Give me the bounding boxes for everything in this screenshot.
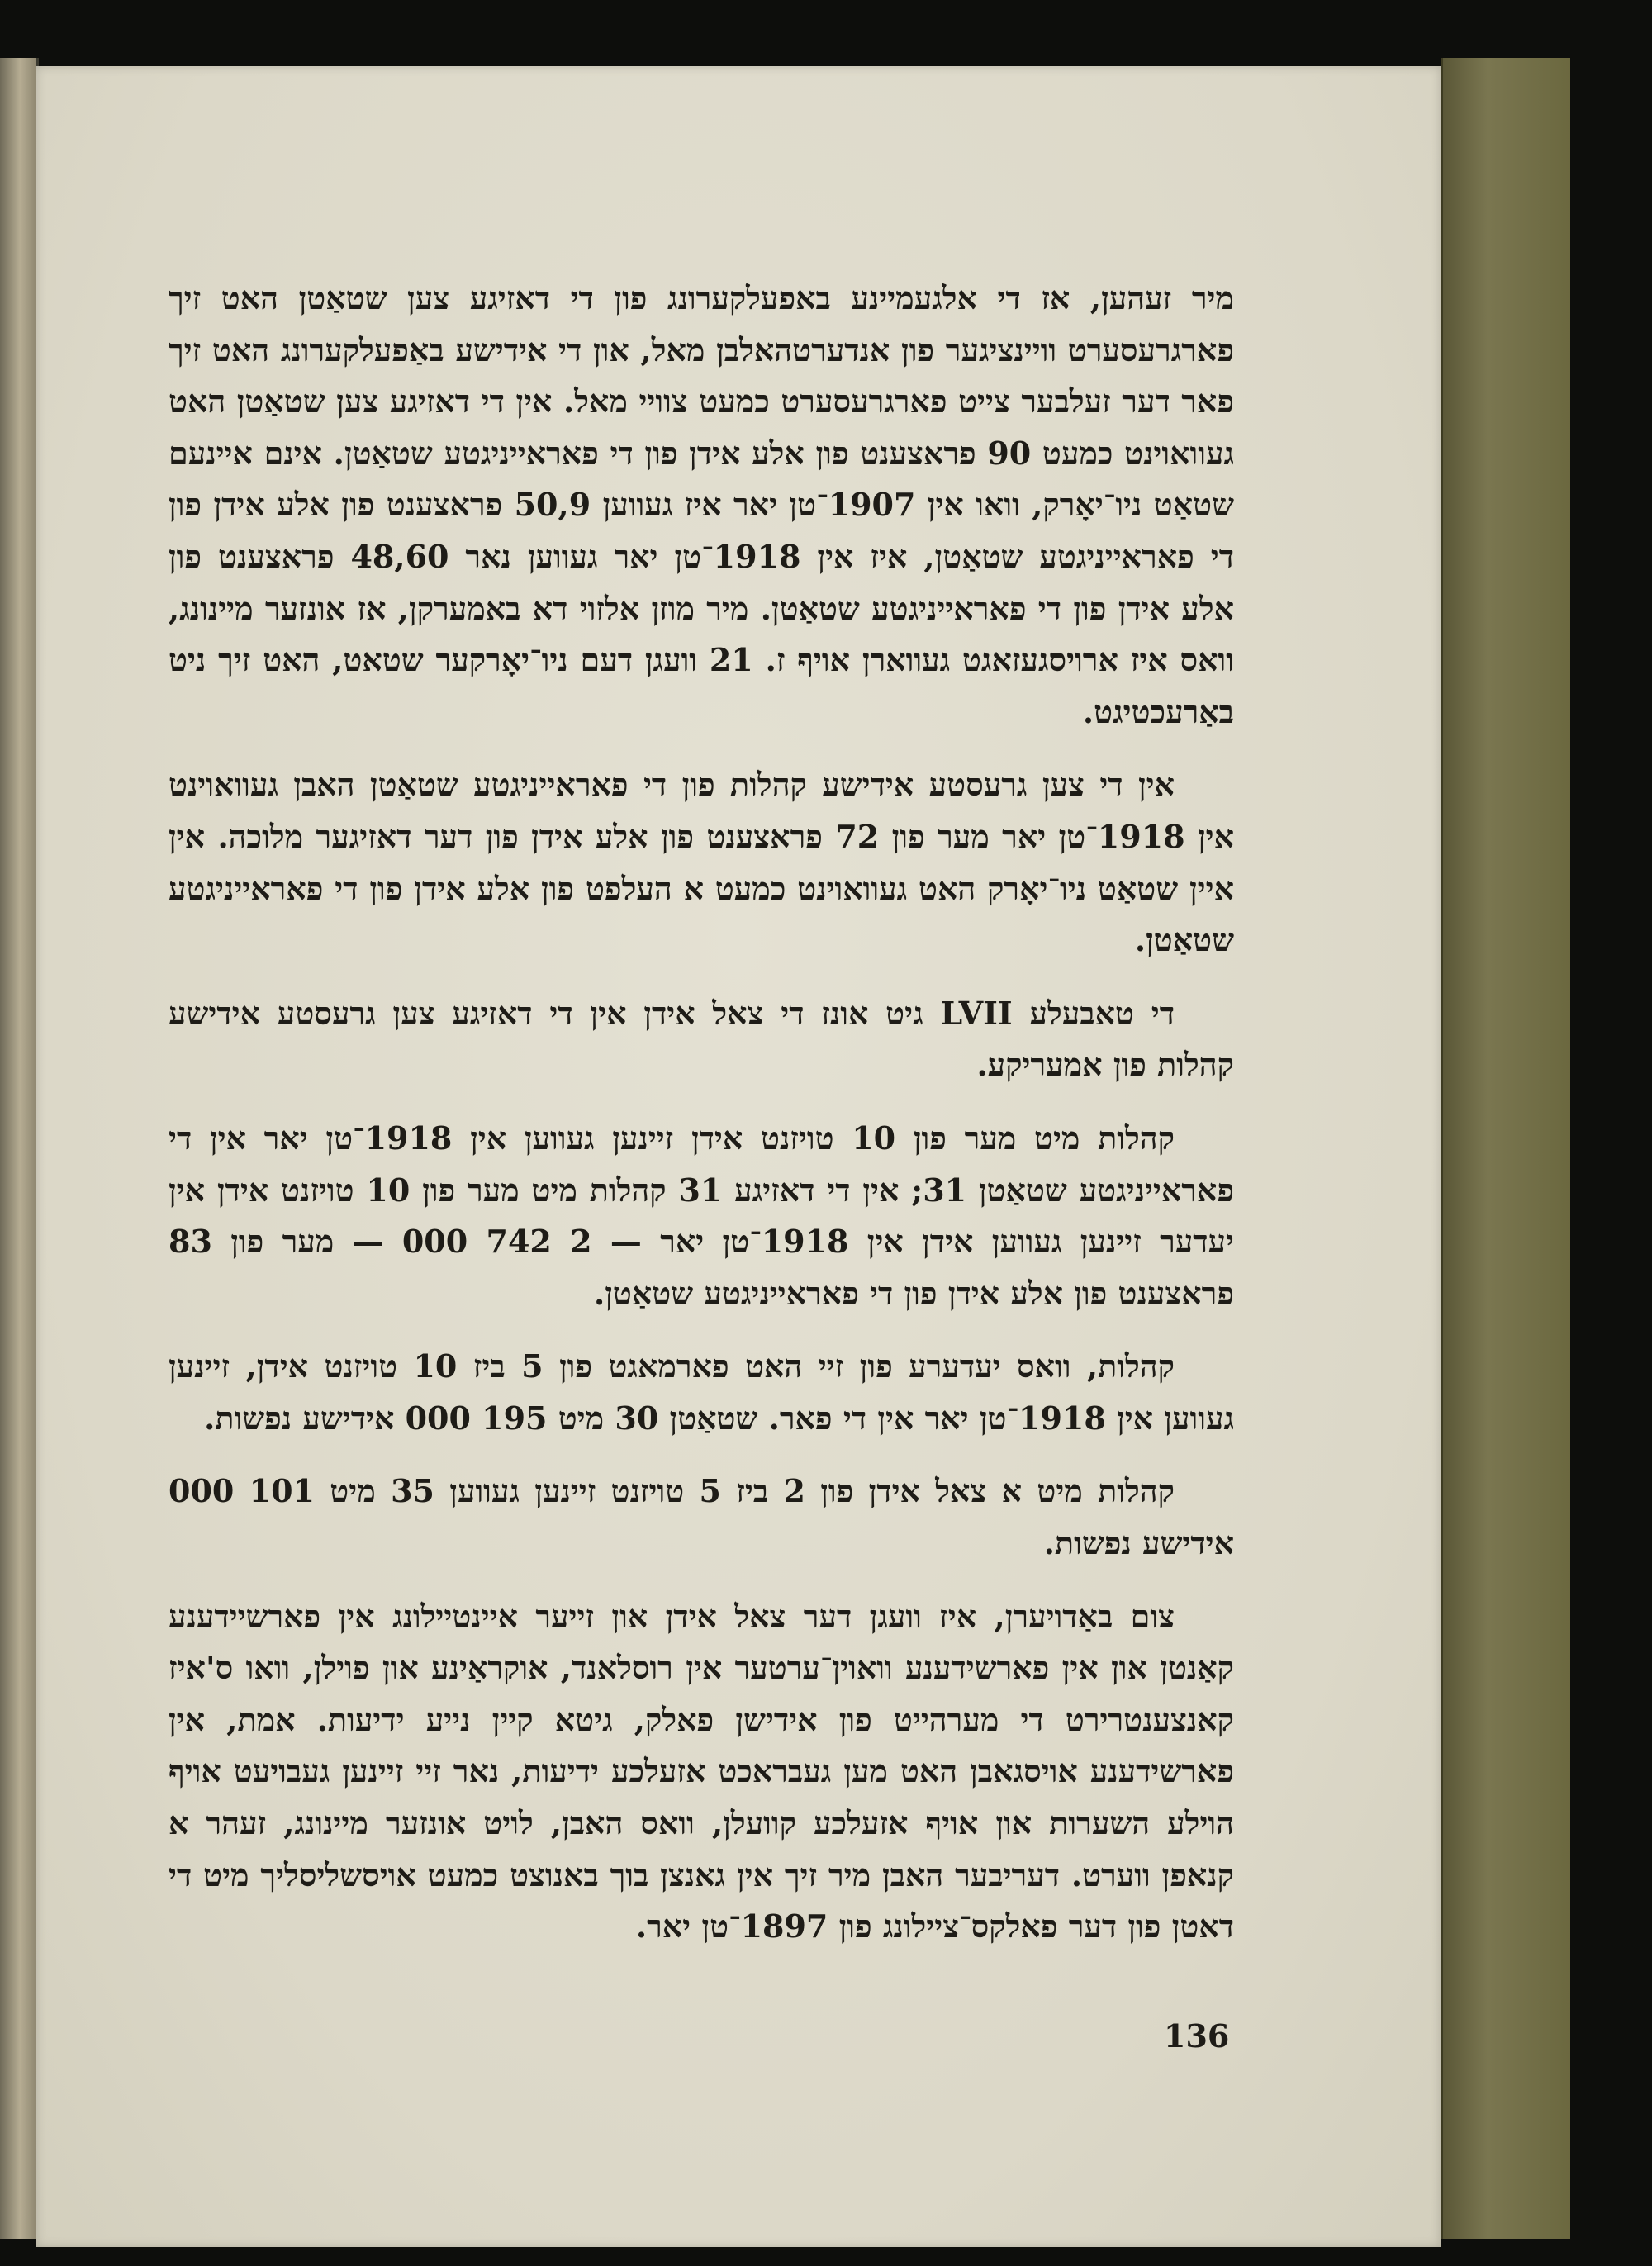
- body-text: [169, 273, 1234, 1974]
- paragraph-3: די טאבעלע LVII גיט אונז די צאל אידן אין די דאזיגע צען גרעסטע אידישע קהלות פון אמעריקע.: [169, 994, 1234, 1084]
- paragraph-6: קהלות מיט א צאל אידן פון 2 ביז 5 טויזנט זיינען געווען 35 מיט 101 000 אידישע נפשות.: [169, 1472, 1234, 1562]
- previous-page-edge: [0, 58, 39, 2239]
- page-number: 136: [1164, 2017, 1230, 2055]
- paragraph-1: מיר זעהען, אז די אלגעמיינע באפעלקערונג פון די דאזיגע צען שטאַטן האט זיך פארגרעסערט וויינציגער פון אנדערטהאלבן מאל, און די אידישע באַפעלקערונג האט זיך פאר דער זעלבער צייט פארגרעסערט כמעט צוויי מאל. אין די דאזיגע צען שטאַטן האט געוואוינט כמעט 90 פראצענט פון אלע אידן פון די פאראייניגטע שטאַטן. אינם איינעם שטאַט ניו־יאָרק, וואו אין 1907־טן יאר איז געווען 50,9 פראצענט פון אלע אידן פון די פאראייניגטע שטאַטן, איז אין 1918־טן יאר געווען נאר 48,60 פראצענט פון אלע אידן פון די פאראייניגטע שטאַטן. מיר מוזן אלזוי דא באמערקן, אז אונזער מיינונג, וואס איז ארויסגעזאגט געווארן אויף ז. 21 וועגן דעם ניו־יאָרקער שטאט, האט זיך ניט באַרעכטיגט.: [169, 279, 1235, 730]
- paragraph-4: קהלות מיט מער פון 10 טויזנט אידן זיינען געווען אין 1918־טן יאר אין די פאראייניגטע שטאַטן 31; אין די דאזיגע 31 קהלות מיט מער פון 10 טויזנט אידן אין יעדער זיינען געווען אידן אין 1918־טן יאר — 2 742 000 — מער פון 83 פראצענט פון אלע אידן פון די פאראייניגטע שטאַטן.: [169, 1119, 1235, 1312]
- book-page-edges: [1441, 58, 1570, 2239]
- paragraph-2: אין די צען גרעסטע אידישע קהלות פון די פאראייניגטע שטאַטן האבן געוואוינט אין 1918־טן יאר מער פון 72 פראצענט פון אלע אידן פון דער דאזיגער מלוכה. אין איין שטאַט ניו־יאָרק האט געוואוינט כמעט א העלפט פון אלע אידן פון די פאראייניגטע שטאַטן.: [169, 766, 1234, 959]
- paragraph-5: קהלות, וואס יעדערע פון זיי האט פארמאגט פון 5 ביז 10 טויזנט אידן, זיינען געווען אין 1918־טן יאר אין די פאר. שטאַטן 30 מיט 195 000 אידישע נפשות.: [169, 1347, 1234, 1437]
- paragraph-7: צום באַדויערן, איז וועגן דער צאל אידן און זייער איינטיילונג אין פארשיידענע קאַנטן און אין פארשידענע וואוין־ערטער אין רוסלאנד, אוקראַינע און פוילן, וואו ס'איז קאנצענטרירט די מערהייט פון אידישן פאלק, גיטא קיין נייע ידיעות. אמת, אין פארשידענע אויסגאבן האט מען געבראכט אזעלכע ידיעות, נאר זיי זיינען געבויעט אויף הוילע השערות און אויף אזעלכע קוועלן, וואס האבן, לויט אונזער מיינונג, זעהר א קנאפן ווערט. דעריבער האבן מיר זיך אין גאנצן בוך באנוצט כמעט אויסשליסליך מיט די דאטן פון דער פאלקס־ציילונג פון 1897־טן יאר.: [169, 1597, 1234, 1945]
- book-page: [36, 66, 1441, 2247]
